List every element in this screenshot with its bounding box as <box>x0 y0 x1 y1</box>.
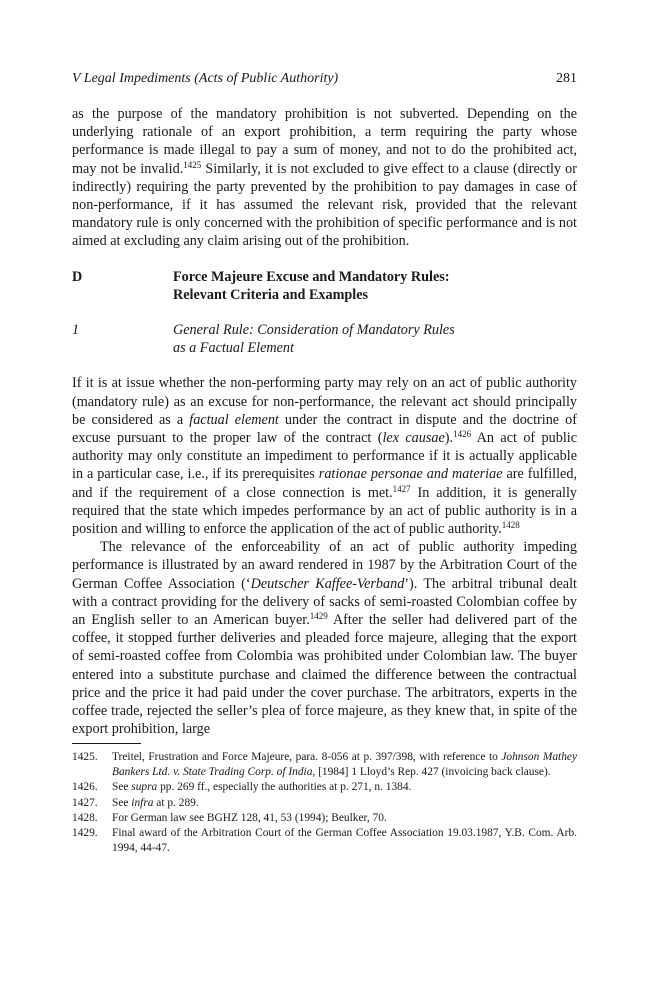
footnote-1426 <box>72 780 577 795</box>
text-run: In addition, it is generally required that the state which impedes performance by an act of public authority is in a position and willing to enforce the application of the act of public authority. <box>72 484 577 538</box>
italic-run: factual element <box>189 411 279 428</box>
text-run: If it is at issue whether the non-performing party may rely on an act of public authority (mandatory rule) as an excuse for non-performance, the relevant act should principally be considered as a <box>72 375 577 428</box>
text-run: Similarly, it is not excluded to give effect to a clause (directly or indirectly) requiring the party prevented by the prohibition to pay damages in case of non-performance, if it has assumed the relevant risk, provided that the relevant mandatory rule is only concerned with the prohibition of specific performance and is not aimed at excluding any claim arising out of the prohibition. <box>72 160 577 250</box>
footnote-1429 <box>72 826 577 856</box>
document-page <box>72 0 577 981</box>
text-run: Treitel, Frustration and Force Majeure, para. 8-056 at p. 397/398, with reference to <box>112 751 502 763</box>
text-run: See <box>112 781 132 794</box>
text-run: are fulfilled, and if the requirement of a close connection is met. <box>72 466 577 501</box>
section-title <box>173 268 577 304</box>
text-run: After the seller had delivered part of the coffee, it stopped further deliveries and pleaded force majeure, alleging that the export of semi-roasted coffee from Colombia was prohibited under Colombian law. The buyer entered into a substitute purchase and claimed the difference between the contractual price and the price it had paid under the cover purchase. The arbitrators, experts in the coffee trade, rejected the seller’s plea of force majeure, as they knew that, in spite of the export prohibition, large <box>72 612 578 738</box>
footnote-number: 1429. <box>72 827 98 840</box>
italic-run: lex causae <box>382 430 445 447</box>
footnote-text: For German law see BGHZ 128, 41, 53 (1994); Beulker, 70. <box>112 811 387 824</box>
running-head-title: V Legal Impediments (Acts of Public Authority) <box>72 71 339 86</box>
text-run: The relevance of the enforceability of an act of public authority impeding performance is illustrated by an award rendered in 1987 by the Arbitration Court of the German Coffee Association (‘ <box>72 539 577 592</box>
footnote-ref-1426[interactable]: 1426 <box>453 429 472 440</box>
subsection-label: 1 <box>72 322 80 339</box>
italic-run: rationae personae and materiae <box>318 466 503 483</box>
section-label: D <box>72 268 83 285</box>
text-run: ). <box>444 430 454 447</box>
subsection-title-line: as a Factual Element <box>173 340 294 357</box>
italic-run: infra <box>131 796 154 809</box>
footnote-1425 <box>72 750 577 780</box>
text-run: under the contract in dispute and the doctrine of excuse pursuant to the proper law of the contract ( <box>72 411 577 447</box>
footnote-ref-1427[interactable]: 1427 <box>392 483 411 494</box>
page-number: 281 <box>556 71 577 86</box>
text-run: ’). The arbitral tribunal dealt with a contract providing for the delivery of sacks of semi-roasted Colombian coffee by an English seller to an American buyer. <box>72 575 577 629</box>
footnote-text <box>112 750 577 780</box>
footnote-ref-1429[interactable]: 1429 <box>309 611 328 622</box>
body-text <box>72 105 577 739</box>
subsection-title <box>173 321 577 357</box>
footnote-divider <box>72 743 141 744</box>
footnote-1427 <box>72 796 577 811</box>
running-header <box>72 70 577 88</box>
italic-run: supra <box>131 781 158 794</box>
footnote-number: 1425. <box>72 751 98 763</box>
text-run: An act of public authority may only constitute an impediment to performance if it is actually applicable in a particular case, i.e., if its prerequisites <box>72 430 578 483</box>
italic-run: Deutscher Kaffee-Verband <box>250 575 405 592</box>
section-title-line: Force Majeure Excuse and Mandatory Rules: <box>173 268 450 285</box>
subsection-heading-1 <box>72 321 577 357</box>
footnote-1428 <box>72 811 577 826</box>
text-run: at p. 289. <box>153 796 199 809</box>
text-run: See <box>112 796 132 809</box>
footnote-text <box>112 796 577 811</box>
footnote-number: 1427. <box>72 796 98 809</box>
section-heading-d <box>72 268 577 304</box>
text-run: as the purpose of the mandatory prohibition is not subverted. Depending on the underlying rationale of an export prohibition, a term requiring the party whose performance is made illegal to pay a sum of money, and not to do the prohibited act, may not be invalid. <box>72 106 577 177</box>
text-run: , [1984] 1 Lloyd’s Rep. 427 (invoicing back clause). <box>312 766 551 779</box>
section-title-line: Relevant Criteria and Examples <box>173 286 369 303</box>
paragraph-continued <box>72 105 577 251</box>
footnote-text <box>112 780 577 795</box>
footnote-ref-1428[interactable]: 1428 <box>501 520 520 531</box>
text-run: pp. 269 ff., especially the authorities at p. 271, n. 1384. <box>157 781 412 794</box>
paragraph <box>72 374 577 538</box>
footnote-text: Final award of the Arbitration Court of the German Coffee Association 19.03.1987, Y.B. Com. Arb. 1994, 44-47. <box>112 827 577 855</box>
footnote-number: 1426. <box>72 781 98 794</box>
italic-run: Johnson Mathey Bankers Ltd. v. State Trading Corp. of India <box>112 751 577 779</box>
paragraph <box>72 538 577 738</box>
footnote-number: 1428. <box>72 811 98 824</box>
subsection-title-line: General Rule: Consideration of Mandatory Rules <box>173 322 455 339</box>
footnotes <box>72 750 577 856</box>
footnote-ref-1425[interactable]: 1425 <box>183 159 202 170</box>
